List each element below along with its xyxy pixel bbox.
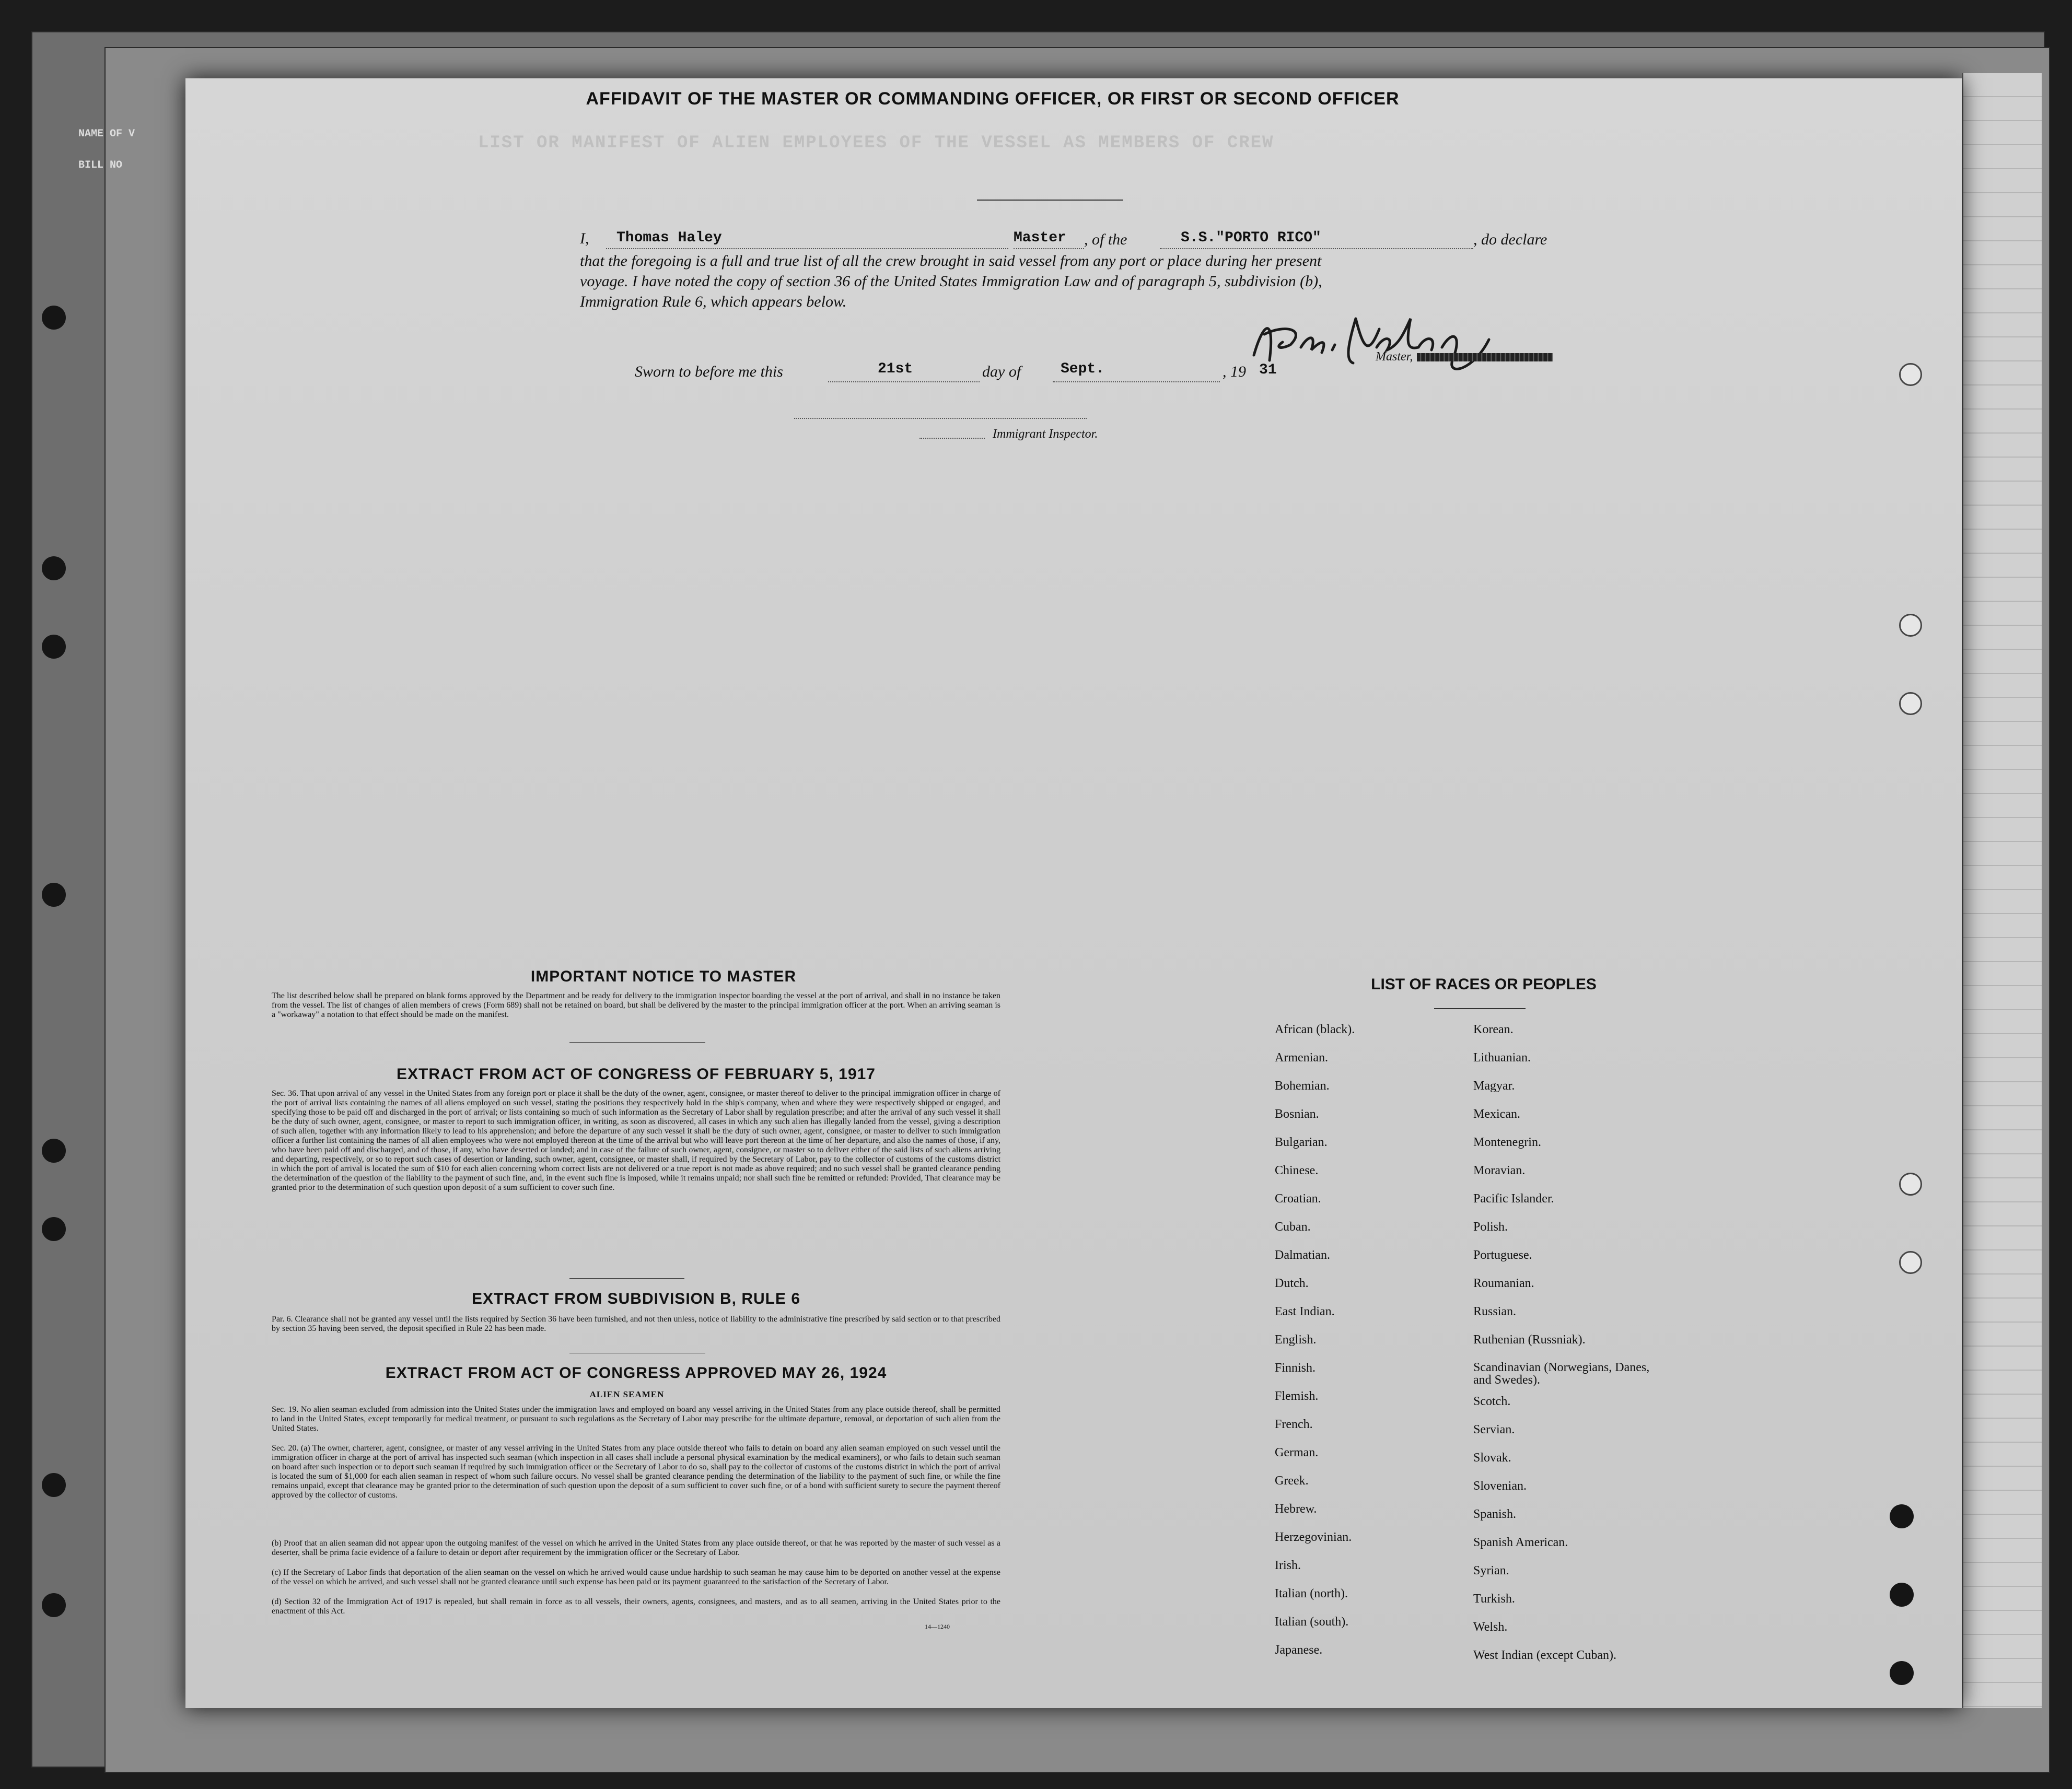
race-item: West Indian (except Cuban). bbox=[1473, 1648, 1616, 1662]
rank-line bbox=[1014, 248, 1084, 249]
binder-hole bbox=[42, 306, 66, 330]
race-item: Russian. bbox=[1473, 1305, 1517, 1318]
race-item: Polish. bbox=[1473, 1220, 1508, 1234]
race-item: German. bbox=[1275, 1446, 1319, 1459]
page-hole bbox=[1899, 1251, 1922, 1274]
sworn-line bbox=[635, 363, 1314, 381]
master-name: Thomas Haley bbox=[616, 230, 722, 246]
extract-1924-sec20a: Sec. 20. (a) The owner, charterer, agent, consignee, or master of any vessel arriving in the United States from any place outside thereof who fails to detain on board any alien seaman employed on such vessel until the immigration officer in charge at the port of arrival has inspected such seaman (which inspection in all cases shall include a personal physical examination by the medical examiners), or who fails to detain such seaman on board after such inspection or to deport such seaman if required by such immigration officer or the Secretary of Labor to do so, shall pay to the collector of customs of the customs district in which the port of arrival is located the sum of $1,000 for each alien seaman in respect of whom such failure occurs. No vessel shall be granted clearance pending the determination of the liability to the payment of such fine, or while the fine remains unpaid, except that clearance may be granted prior to the determination of such question upon the deposit of a sum sufficient to cover such fine, or of a bond with sufficient surety to secure the payment thereof approved by the collector of customs. bbox=[272, 1444, 1000, 1500]
race-item: Spanish American. bbox=[1473, 1536, 1568, 1549]
affidavit-line-4: Immigration Rule 6, which appears below. bbox=[580, 293, 847, 310]
extract-1924-sec19: Sec. 19. No alien seaman excluded from admission into the United States under the immigration laws and employed on board any vessel arriving in the United States from any place outside thereof, shall be permitted to land in the United States, except temporarily for medical treatment, or pursuant to such regulations as the Secretary of Labor may prescribe for the ultimate departure, removal, or deportation of such alien from the United States. bbox=[272, 1405, 1000, 1433]
extract-rule6-title: EXTRACT FROM SUBDIVISION B, RULE 6 bbox=[471, 1290, 801, 1307]
race-item: Armenian. bbox=[1275, 1051, 1328, 1065]
master-signature-label: Master, bbox=[1376, 350, 1413, 364]
race-item: Ruthenian (Russniak). bbox=[1473, 1333, 1586, 1347]
day-of-label: day of bbox=[982, 363, 1021, 380]
rule bbox=[569, 1278, 684, 1279]
affidavit-line-2: that the foregoing is a full and true list of all the crew brought in said vessel from any port or place during her present bbox=[580, 252, 1322, 270]
race-item: Croatian. bbox=[1275, 1192, 1321, 1206]
race-item: English. bbox=[1275, 1333, 1317, 1347]
affidavit-line-3: voyage. I have noted the copy of section 36 of the United States Immigration Law and of paragraph 5, subdivision (b), bbox=[580, 273, 1322, 290]
race-item: Slovenian. bbox=[1473, 1479, 1527, 1493]
page-hole bbox=[1890, 1504, 1914, 1528]
struck-title bbox=[1417, 353, 1553, 361]
page-hole bbox=[1899, 1173, 1922, 1196]
day-line bbox=[828, 381, 980, 382]
race-item: Bohemian. bbox=[1275, 1079, 1330, 1093]
inspector-label: Immigrant Inspector. bbox=[993, 427, 1098, 441]
rule bbox=[569, 1042, 705, 1043]
notice-text: The list described below shall be prepared on blank forms approved by the Department and be ready for delivery to the immigration inspector boarding the vessel at the port of arrival, and shall in no instance be taken from the vessel. The list of changes of alien members of crews (Form 689) shall not be retained on board, but shall be delivered by the master to the principal immigration officer at the port. When an arriving seaman is a "workaway" a notation to that effect should be made on the manifest. bbox=[272, 991, 1000, 1019]
race-item: Italian (north). bbox=[1275, 1587, 1348, 1600]
affidavit-title: AFFIDAVIT OF THE MASTER OR COMMANDING OFFICER, OR FIRST OR SECOND OFFICER bbox=[586, 89, 1400, 109]
race-item: Flemish. bbox=[1275, 1389, 1319, 1403]
page-hole bbox=[1899, 363, 1922, 386]
race-item: Magyar. bbox=[1473, 1079, 1515, 1093]
race-item: Welsh. bbox=[1473, 1620, 1508, 1634]
page-hole bbox=[1890, 1661, 1914, 1685]
page-hole bbox=[1890, 1583, 1914, 1607]
race-item: Hebrew. bbox=[1275, 1502, 1317, 1516]
alien-seamen-subtitle: ALIEN SEAMEN bbox=[589, 1389, 665, 1399]
binder-hole bbox=[42, 635, 66, 659]
race-item: Spanish. bbox=[1473, 1507, 1517, 1521]
race-item: Cuban. bbox=[1275, 1220, 1311, 1234]
sworn-month: Sept. bbox=[1061, 361, 1105, 377]
extract-1917-text: Sec. 36. That upon arrival of any vessel in the United States from any foreign port or place it shall be the duty of the owner, agent, consignee, or master thereof to deliver to the principal immigration officer in charge of the port of arrival lists containing the names of all aliens employed on such vessel, stating the positions they respectively hold in the ship's company, when and where they were respectively shipped or engaged, and specifying those to be paid off and discharged in the port of arrival; or lists containing so much of such information as the Secretary of Labor shall by regulation prescribe; and after the arrival of any such vessel it shall be the duty of such owner, agent, consignee, or master to report to such immigration officer, in writing, as soon as discovered, all cases in which any such alien has illegally landed from the vessel, giving a description of such alien, together with any information likely to lead to his apprehension; and before the departure of any such vessel it shall be the duty of such owner, agent, consignee, or master to deliver to such immigration officer a further list containing the names of all alien employees who were not employed thereon at the time of the arrival but who will leave port thereon at the time of her departure, and also the names of those, if any, who have been paid off and discharged, and of those, if any, who have deserted or landed; and in case of the failure of such owner, agent, consignee, or master so to deliver either of the said lists of such aliens arriving and departing, respectively, or so to report such cases of desertion or landing, such owner, agent, consignee, or master shall, if required by the Secretary of Labor, pay to the collector of customs of the customs district in which the port of arrival is located the sum of $10 for each alien concerning whom correct lists are not delivered or a true report is not made as above required; and no such vessel shall be granted clearance pending the determination of the question of the liability to the payment of such fine, and, in the event such fine is imposed, while it remains unpaid; nor shall such fine be remitted or refunded: Provided, That clearance may be granted prior to the determination of such question upon deposit of a sum sufficient to cover such fine. bbox=[272, 1089, 1000, 1192]
title-rule bbox=[977, 200, 1123, 201]
month-line bbox=[1053, 381, 1220, 382]
race-item: Scandinavian (Norwegians, Danes, and Swedes). bbox=[1473, 1361, 1650, 1387]
race-item: Chinese. bbox=[1275, 1164, 1319, 1177]
race-item: Montenegrin. bbox=[1473, 1136, 1541, 1149]
binder-hole bbox=[42, 883, 66, 907]
inspector-sig-line bbox=[794, 418, 1087, 419]
race-item: Greek. bbox=[1275, 1474, 1309, 1488]
do-declare-label: , do declare bbox=[1473, 231, 1547, 248]
races-rule bbox=[1434, 1008, 1526, 1009]
extract-1924-sec20d: (d) Section 32 of the Immigration Act of 1917 is repealed, but shall remain in force as to all vessels, their owners, agents, consignees, and masters, and as to all seamen, arriving in the United States prior to the enactment of this Act. bbox=[272, 1597, 1000, 1616]
extract-1924-sec20b: (b) Proof that an alien seaman did not appear upon the outgoing manifest of the vessel on which he arrived in the United States from any place outside thereof, or that he was reported by the master of such vessel as a deserter, shall be prima facie evidence of a failure to detain or deport after requirement by the immigration officer or the Secretary of Labor. bbox=[272, 1539, 1000, 1557]
bleed-through-header: LIST OR MANIFEST OF ALIEN EMPLOYEES OF THE VESSEL AS MEMBERS OF CREW bbox=[478, 133, 1274, 153]
sworn-label: Sworn to before me this bbox=[635, 363, 783, 380]
race-item: Pacific Islander. bbox=[1473, 1192, 1554, 1206]
vessel-name: S.S."PORTO RICO" bbox=[1181, 230, 1321, 246]
form-number: 14—1240 bbox=[925, 1623, 950, 1630]
race-item: Turkish. bbox=[1473, 1592, 1515, 1606]
of-the-label: , of the bbox=[1084, 231, 1127, 248]
inspector-line bbox=[919, 438, 985, 439]
race-item: Dutch. bbox=[1275, 1277, 1309, 1290]
underlying-manifest-edge bbox=[1962, 73, 2042, 1708]
race-item: Lithuanian. bbox=[1473, 1051, 1531, 1065]
binder-hole bbox=[42, 1139, 66, 1163]
race-item: Finnish. bbox=[1275, 1361, 1316, 1375]
race-item: Dalmatian. bbox=[1275, 1248, 1330, 1262]
page-hole bbox=[1899, 614, 1922, 637]
vessel-line bbox=[1160, 248, 1473, 249]
i-label: I, bbox=[580, 230, 589, 247]
race-item: Bulgarian. bbox=[1275, 1136, 1328, 1149]
binder-hole bbox=[42, 1217, 66, 1241]
extract-1924-title: EXTRACT FROM ACT OF CONGRESS APPROVED MAY 26, 1924 bbox=[385, 1364, 887, 1382]
race-item: Mexican. bbox=[1473, 1107, 1520, 1121]
races-column-1 bbox=[1275, 1023, 1355, 1671]
sworn-day: 21st bbox=[878, 361, 913, 377]
back-sheet-name-label: NAME OF V bbox=[78, 128, 135, 140]
year-prefix: , 19 bbox=[1223, 363, 1246, 380]
race-item: Bosnian. bbox=[1275, 1107, 1319, 1121]
sworn-year: 31 bbox=[1259, 362, 1277, 378]
race-item: Scotch. bbox=[1473, 1395, 1511, 1408]
affidavit-line-1 bbox=[580, 230, 1562, 248]
race-item: Korean. bbox=[1473, 1023, 1514, 1036]
notice-title: IMPORTANT NOTICE TO MASTER bbox=[530, 968, 797, 985]
binder-hole bbox=[42, 1473, 66, 1497]
name-line bbox=[606, 248, 1008, 249]
races-column-2 bbox=[1473, 1023, 1651, 1677]
extract-1917-title: EXTRACT FROM ACT OF CONGRESS OF FEBRUARY 5, 1917 bbox=[397, 1066, 876, 1083]
extract-1924-sec20c: (c) If the Secretary of Labor finds that deportation of the alien seaman on the vessel on which he arrived would cause undue hardship to such seaman he may cause him to be deported on another vessel at the expense of the vessel on which he arrived, and such vessel shall not be granted clearance until such expense has been paid or its payment guaranteed to the satisfaction of the Secretary of Labor. bbox=[272, 1568, 1000, 1586]
race-item: Herzegovinian. bbox=[1275, 1530, 1352, 1544]
race-item: Syrian. bbox=[1473, 1564, 1509, 1577]
back-sheet-bill-label: BILL NO bbox=[78, 159, 123, 171]
binder-hole bbox=[42, 556, 66, 580]
race-item: African (black). bbox=[1275, 1023, 1355, 1036]
race-item: Irish. bbox=[1275, 1559, 1301, 1572]
race-item: Italian (south). bbox=[1275, 1615, 1349, 1629]
race-item: Moravian. bbox=[1473, 1164, 1526, 1177]
binder-hole bbox=[42, 1593, 66, 1617]
race-item: French. bbox=[1275, 1418, 1313, 1431]
race-item: Roumanian. bbox=[1473, 1277, 1534, 1290]
page-hole bbox=[1899, 692, 1922, 715]
races-title: LIST OF RACES OR PEOPLES bbox=[1371, 976, 1597, 993]
race-item: East Indian. bbox=[1275, 1305, 1335, 1318]
master-rank: Master bbox=[1014, 230, 1066, 246]
race-item: Slovak. bbox=[1473, 1451, 1511, 1465]
race-item: Japanese. bbox=[1275, 1643, 1323, 1657]
race-item: Servian. bbox=[1473, 1423, 1515, 1436]
race-item: Portuguese. bbox=[1473, 1248, 1532, 1262]
extract-rule6-text: Par. 6. Clearance shall not be granted any vessel until the lists required by Section 36 have been furnished, and not then unless, notice of liability to the administrative fine prescribed by said section or to that prescribed by section 35 having been served, the deposit specified in Rule 22 has been made. bbox=[272, 1315, 1000, 1333]
